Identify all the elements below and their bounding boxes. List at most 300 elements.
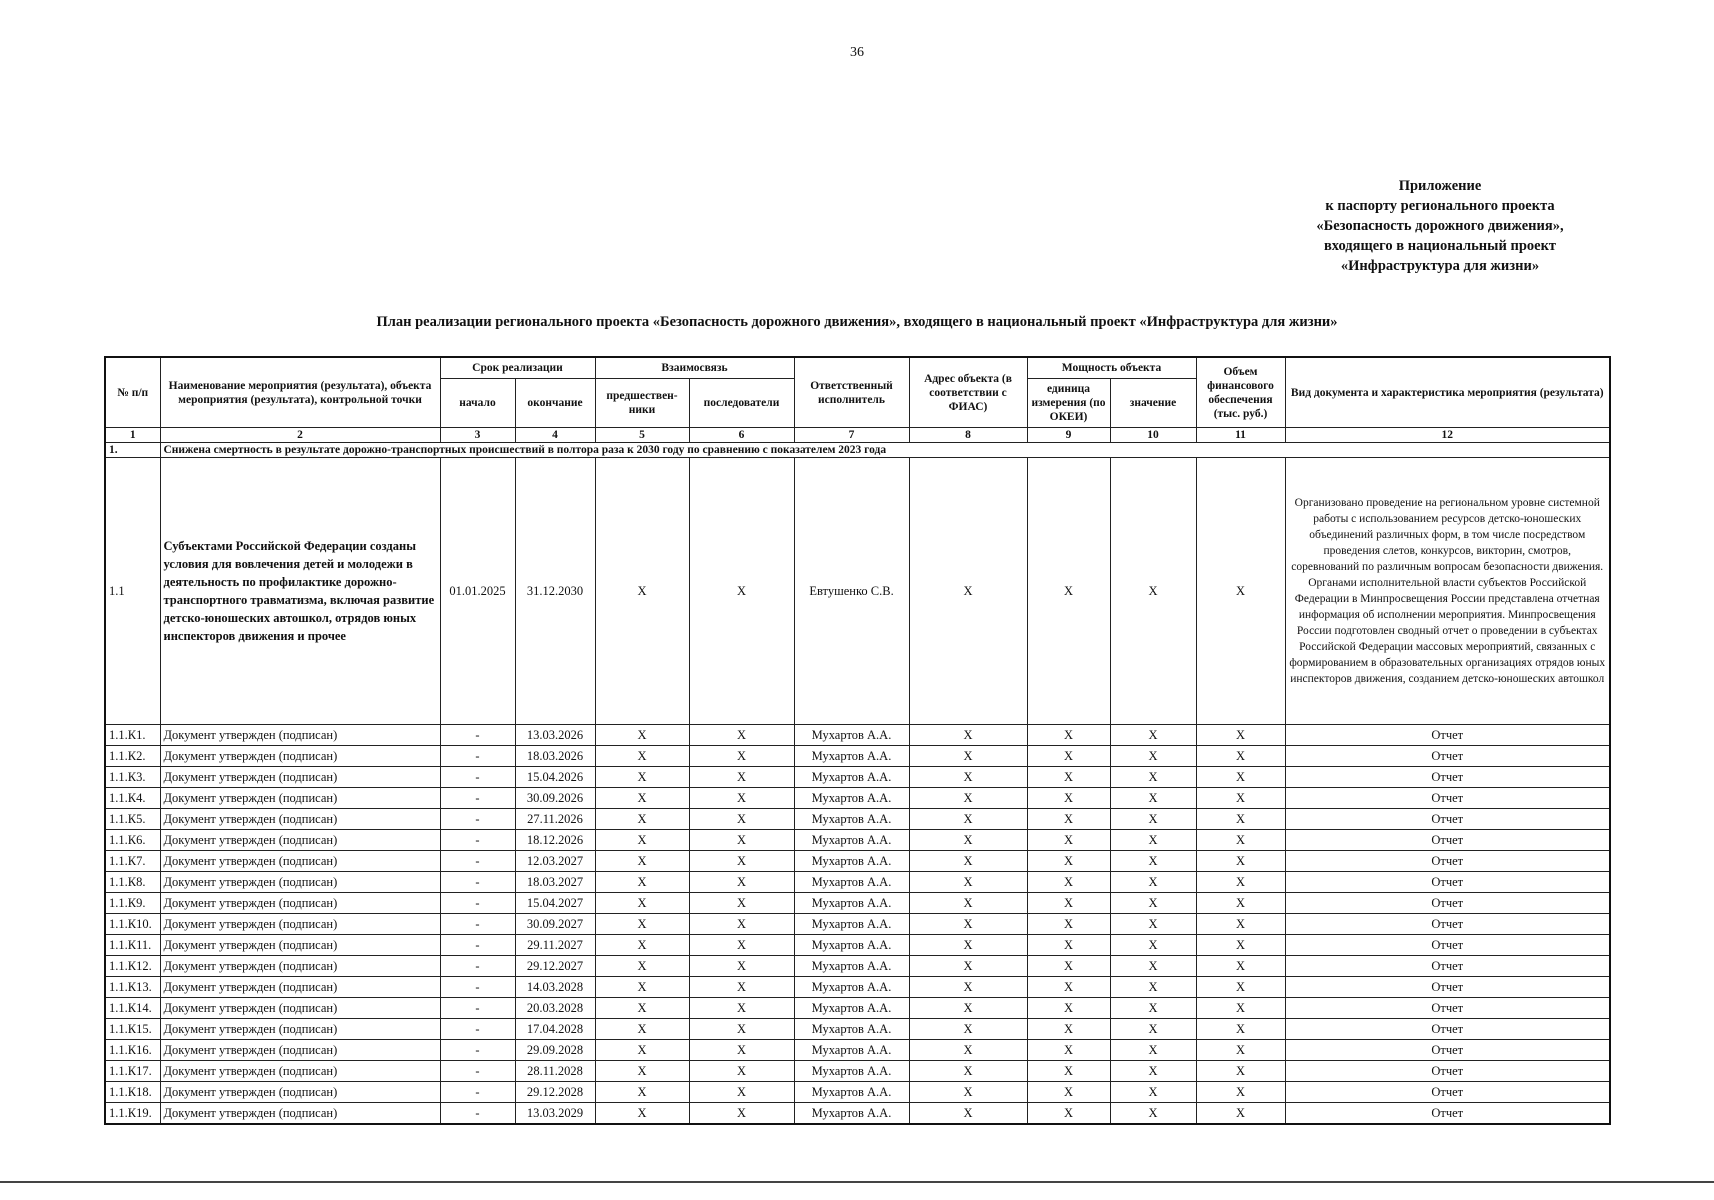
header-capacity: Мощность объекта (1027, 357, 1196, 379)
checkpoint-end: 18.03.2026 (515, 746, 595, 767)
checkpoint-value: X (1110, 1061, 1196, 1082)
checkpoint-responsible: Мухартов А.А. (794, 893, 909, 914)
column-number: 11 (1196, 428, 1285, 443)
checkpoint-successors: X (689, 935, 794, 956)
column-number: 9 (1027, 428, 1110, 443)
checkpoint-name: Документ утвержден (подписан) (160, 872, 440, 893)
checkpoint-predecessors: X (595, 1103, 689, 1125)
checkpoint-value: X (1110, 935, 1196, 956)
checkpoint-value: X (1110, 1040, 1196, 1061)
result-responsible: Евтушенко С.В. (794, 458, 909, 725)
checkpoint-successors: X (689, 788, 794, 809)
checkpoint-end: 15.04.2026 (515, 767, 595, 788)
checkpoint-predecessors: X (595, 956, 689, 977)
checkpoint-num: 1.1.К5. (105, 809, 160, 830)
checkpoint-unit: X (1027, 1082, 1110, 1103)
checkpoint-successors: X (689, 1061, 794, 1082)
header-doc-type: Вид документа и характеристика мероприятия (результата) (1285, 357, 1610, 428)
checkpoint-value: X (1110, 1103, 1196, 1125)
checkpoint-num: 1.1.К7. (105, 851, 160, 872)
checkpoint-start: - (440, 1040, 515, 1061)
checkpoint-value: X (1110, 746, 1196, 767)
checkpoint-successors: X (689, 1040, 794, 1061)
checkpoint-doc-type: Отчет (1285, 767, 1610, 788)
checkpoint-end: 29.09.2028 (515, 1040, 595, 1061)
checkpoint-successors: X (689, 872, 794, 893)
checkpoint-name: Документ утвержден (подписан) (160, 893, 440, 914)
checkpoint-value: X (1110, 851, 1196, 872)
checkpoint-financing: X (1196, 1061, 1285, 1082)
column-number: 3 (440, 428, 515, 443)
table-row (105, 1040, 1610, 1061)
checkpoint-name: Документ утвержден (подписан) (160, 1040, 440, 1061)
checkpoint-financing: X (1196, 893, 1285, 914)
checkpoint-predecessors: X (595, 746, 689, 767)
checkpoint-address: X (909, 767, 1027, 788)
checkpoint-address: X (909, 746, 1027, 767)
appendix-line: входящего в национальный проект (1323, 238, 1557, 254)
checkpoint-financing: X (1196, 725, 1285, 746)
result-num: 1.1 (105, 458, 160, 725)
checkpoint-start: - (440, 746, 515, 767)
checkpoint-name: Документ утвержден (подписан) (160, 830, 440, 851)
checkpoint-financing: X (1196, 1019, 1285, 1040)
page-bottom-rule (0, 1181, 1714, 1183)
column-number: 4 (515, 428, 595, 443)
result-predecessors: X (595, 458, 689, 725)
checkpoint-responsible: Мухартов А.А. (794, 1103, 909, 1125)
column-number: 5 (595, 428, 689, 443)
checkpoint-doc-type: Отчет (1285, 1103, 1610, 1125)
checkpoint-start: - (440, 788, 515, 809)
checkpoint-successors: X (689, 1103, 794, 1125)
checkpoint-end: 20.03.2028 (515, 998, 595, 1019)
checkpoint-name: Документ утвержден (подписан) (160, 809, 440, 830)
header-predecessors: предшествен-ники (595, 379, 689, 428)
goal-text: Снижена смертность в результате дорожно-транспортных происшествий в полтора раза к 2030 году по сравнению с показателем 2023 года (160, 443, 1610, 458)
checkpoint-start: - (440, 935, 515, 956)
table-row (105, 809, 1610, 830)
checkpoint-address: X (909, 788, 1027, 809)
checkpoint-unit: X (1027, 746, 1110, 767)
checkpoint-successors: X (689, 1082, 794, 1103)
checkpoint-name: Документ утвержден (подписан) (160, 1082, 440, 1103)
result-description: Организовано проведение на региональном уровне системной работы с использованием ресурсов детско-юношеских объединений различных форм, в том числе посредством проведения слетов, конкурсов, викторин, смотров, соревнований по различным вопросам безопасности движения. Органами исполнительной власти субъектов Российской Федерации в Минпросвещения России представлена отчетная информация об исполнении мероприятия. Минпросвещения России подготовлен сводный отчет о проведении в субъектах Российской Федерации массовых мероприятий, связанных с формированием в образовательных организациях отрядов юных инспекторов движения, созданием детско-юношеских автошкол (1285, 458, 1610, 725)
goal-num: 1. (105, 443, 160, 458)
checkpoint-doc-type: Отчет (1285, 1082, 1610, 1103)
checkpoint-start: - (440, 830, 515, 851)
result-address: X (909, 458, 1027, 725)
checkpoint-address: X (909, 1082, 1027, 1103)
checkpoint-responsible: Мухартов А.А. (794, 725, 909, 746)
goal-row (105, 443, 1610, 458)
checkpoint-responsible: Мухартов А.А. (794, 1019, 909, 1040)
checkpoint-num: 1.1.К17. (105, 1061, 160, 1082)
column-number: 8 (909, 428, 1027, 443)
checkpoint-value: X (1110, 1082, 1196, 1103)
checkpoint-start: - (440, 956, 515, 977)
checkpoint-doc-type: Отчет (1285, 1019, 1610, 1040)
checkpoint-unit: X (1027, 851, 1110, 872)
checkpoint-num: 1.1.К8. (105, 872, 160, 893)
checkpoint-name: Документ утвержден (подписан) (160, 977, 440, 998)
checkpoint-end: 12.03.2027 (515, 851, 595, 872)
checkpoint-responsible: Мухартов А.А. (794, 977, 909, 998)
table-row (105, 851, 1610, 872)
checkpoint-predecessors: X (595, 893, 689, 914)
header-relation: Взаимосвязь (595, 357, 794, 379)
checkpoint-end: 29.12.2027 (515, 956, 595, 977)
header-financing: Объем финансового обеспечения (тыс. руб.) (1196, 357, 1285, 428)
checkpoint-end: 29.11.2027 (515, 935, 595, 956)
checkpoint-predecessors: X (595, 767, 689, 788)
result-value: X (1110, 458, 1196, 725)
appendix-block (1240, 176, 1640, 276)
table-row (105, 935, 1610, 956)
checkpoint-num: 1.1.К1. (105, 725, 160, 746)
checkpoint-name: Документ утвержден (подписан) (160, 1019, 440, 1040)
checkpoint-name: Документ утвержден (подписан) (160, 788, 440, 809)
checkpoint-address: X (909, 809, 1027, 830)
checkpoint-num: 1.1.К18. (105, 1082, 160, 1103)
checkpoint-num: 1.1.К6. (105, 830, 160, 851)
checkpoint-num: 1.1.К11. (105, 935, 160, 956)
checkpoint-start: - (440, 872, 515, 893)
column-number: 2 (160, 428, 440, 443)
checkpoint-financing: X (1196, 956, 1285, 977)
column-number: 6 (689, 428, 794, 443)
checkpoint-unit: X (1027, 788, 1110, 809)
checkpoint-financing: X (1196, 914, 1285, 935)
checkpoint-num: 1.1.К19. (105, 1103, 160, 1125)
checkpoint-doc-type: Отчет (1285, 998, 1610, 1019)
header-term-end: окончание (515, 379, 595, 428)
table-row (105, 725, 1610, 746)
checkpoint-financing: X (1196, 746, 1285, 767)
checkpoint-successors: X (689, 998, 794, 1019)
checkpoint-num: 1.1.К2. (105, 746, 160, 767)
checkpoint-predecessors: X (595, 809, 689, 830)
header-term-start: начало (440, 379, 515, 428)
checkpoint-name: Документ утвержден (подписан) (160, 998, 440, 1019)
table-row (105, 1082, 1610, 1103)
checkpoint-financing: X (1196, 935, 1285, 956)
checkpoint-predecessors: X (595, 1040, 689, 1061)
checkpoint-doc-type: Отчет (1285, 746, 1610, 767)
checkpoint-predecessors: X (595, 998, 689, 1019)
table-row (105, 977, 1610, 998)
checkpoint-name: Документ утвержден (подписан) (160, 956, 440, 977)
table-row (105, 830, 1610, 851)
checkpoint-num: 1.1.К15. (105, 1019, 160, 1040)
checkpoint-start: - (440, 893, 515, 914)
checkpoint-financing: X (1196, 851, 1285, 872)
checkpoint-unit: X (1027, 725, 1110, 746)
checkpoint-address: X (909, 872, 1027, 893)
checkpoint-num: 1.1.К4. (105, 788, 160, 809)
checkpoint-num: 1.1.К9. (105, 893, 160, 914)
checkpoint-num: 1.1.К10. (105, 914, 160, 935)
header-term: Срок реализации (440, 357, 595, 379)
checkpoint-end: 29.12.2028 (515, 1082, 595, 1103)
checkpoint-address: X (909, 977, 1027, 998)
checkpoint-value: X (1110, 725, 1196, 746)
checkpoint-financing: X (1196, 767, 1285, 788)
checkpoint-value: X (1110, 956, 1196, 977)
checkpoint-doc-type: Отчет (1285, 872, 1610, 893)
checkpoint-responsible: Мухартов А.А. (794, 956, 909, 977)
header-value: значение (1110, 379, 1196, 428)
checkpoint-unit: X (1027, 977, 1110, 998)
checkpoint-start: - (440, 914, 515, 935)
checkpoint-unit: X (1027, 830, 1110, 851)
checkpoint-start: - (440, 977, 515, 998)
checkpoint-name: Документ утвержден (подписан) (160, 851, 440, 872)
result-unit: X (1027, 458, 1110, 725)
table-row (105, 788, 1610, 809)
checkpoint-financing: X (1196, 809, 1285, 830)
checkpoint-financing: X (1196, 1103, 1285, 1125)
result-financing: X (1196, 458, 1285, 725)
checkpoint-value: X (1110, 872, 1196, 893)
checkpoint-predecessors: X (595, 1082, 689, 1103)
checkpoint-predecessors: X (595, 788, 689, 809)
checkpoint-name: Документ утвержден (подписан) (160, 914, 440, 935)
checkpoint-doc-type: Отчет (1285, 851, 1610, 872)
appendix-line: к паспорту регионального проекта (1325, 198, 1555, 214)
checkpoint-responsible: Мухартов А.А. (794, 1061, 909, 1082)
checkpoint-responsible: Мухартов А.А. (794, 1040, 909, 1061)
checkpoint-predecessors: X (595, 1061, 689, 1082)
checkpoint-predecessors: X (595, 851, 689, 872)
checkpoint-start: - (440, 1019, 515, 1040)
column-number: 1 (105, 428, 160, 443)
checkpoint-num: 1.1.К14. (105, 998, 160, 1019)
header-address: Адрес объекта (в соответствии с ФИАС) (909, 357, 1027, 428)
checkpoint-responsible: Мухартов А.А. (794, 830, 909, 851)
checkpoint-successors: X (689, 977, 794, 998)
checkpoint-unit: X (1027, 956, 1110, 977)
checkpoint-predecessors: X (595, 977, 689, 998)
checkpoint-predecessors: X (595, 935, 689, 956)
checkpoint-address: X (909, 1061, 1027, 1082)
checkpoint-address: X (909, 1040, 1027, 1061)
checkpoint-end: 30.09.2026 (515, 788, 595, 809)
checkpoint-doc-type: Отчет (1285, 788, 1610, 809)
checkpoint-successors: X (689, 1019, 794, 1040)
checkpoint-name: Документ утвержден (подписан) (160, 767, 440, 788)
checkpoint-unit: X (1027, 1019, 1110, 1040)
appendix-line: «Инфраструктура для жизни» (1340, 258, 1540, 274)
checkpoint-end: 18.12.2026 (515, 830, 595, 851)
checkpoint-successors: X (689, 767, 794, 788)
appendix-line: Приложение (1398, 178, 1482, 194)
table-row (105, 956, 1610, 977)
table-row (105, 872, 1610, 893)
table-row (105, 893, 1610, 914)
checkpoint-unit: X (1027, 998, 1110, 1019)
checkpoint-value: X (1110, 893, 1196, 914)
checkpoint-name: Документ утвержден (подписан) (160, 935, 440, 956)
header-responsible: Ответственный исполнитель (794, 357, 909, 428)
checkpoint-unit: X (1027, 1103, 1110, 1125)
checkpoint-financing: X (1196, 1082, 1285, 1103)
checkpoint-start: - (440, 767, 515, 788)
checkpoint-predecessors: X (595, 914, 689, 935)
checkpoint-name: Документ утвержден (подписан) (160, 746, 440, 767)
checkpoint-unit: X (1027, 872, 1110, 893)
table-row (105, 1019, 1610, 1040)
checkpoint-predecessors: X (595, 872, 689, 893)
checkpoint-responsible: Мухартов А.А. (794, 746, 909, 767)
table-row (105, 914, 1610, 935)
checkpoint-address: X (909, 956, 1027, 977)
checkpoint-num: 1.1.К12. (105, 956, 160, 977)
checkpoint-unit: X (1027, 1040, 1110, 1061)
checkpoint-unit: X (1027, 914, 1110, 935)
checkpoint-successors: X (689, 830, 794, 851)
checkpoint-successors: X (689, 809, 794, 830)
checkpoint-end: 13.03.2026 (515, 725, 595, 746)
checkpoint-responsible: Мухартов А.А. (794, 809, 909, 830)
checkpoint-doc-type: Отчет (1285, 1061, 1610, 1082)
checkpoint-address: X (909, 1019, 1027, 1040)
checkpoint-predecessors: X (595, 1019, 689, 1040)
column-number: 7 (794, 428, 909, 443)
checkpoint-predecessors: X (595, 725, 689, 746)
checkpoint-successors: X (689, 725, 794, 746)
checkpoint-unit: X (1027, 809, 1110, 830)
column-number: 12 (1285, 428, 1610, 443)
result-row (105, 458, 1610, 725)
column-number: 10 (1110, 428, 1196, 443)
table-row (105, 1103, 1610, 1125)
table-row (105, 746, 1610, 767)
checkpoint-responsible: Мухартов А.А. (794, 788, 909, 809)
plan-title: План реализации регионального проекта «Безопасность дорожного движения», входящего в национальный проект «Инфраструктура для жизни» (376, 314, 1338, 330)
checkpoint-value: X (1110, 914, 1196, 935)
result-name: Субъектами Российской Федерации созданы условия для вовлечения детей и молодежи в деятельность по профилактике дорожно-транспортного травматизма, включая развитие детско-юношеских автошкол, отрядов юных инспекторов движения и прочее (160, 458, 440, 725)
checkpoint-financing: X (1196, 872, 1285, 893)
checkpoint-doc-type: Отчет (1285, 893, 1610, 914)
checkpoint-start: - (440, 1082, 515, 1103)
checkpoint-financing: X (1196, 1040, 1285, 1061)
checkpoint-doc-type: Отчет (1285, 956, 1610, 977)
checkpoint-responsible: Мухартов А.А. (794, 767, 909, 788)
checkpoint-address: X (909, 725, 1027, 746)
column-number-row (105, 428, 1610, 443)
checkpoint-end: 18.03.2027 (515, 872, 595, 893)
checkpoint-end: 27.11.2026 (515, 809, 595, 830)
result-start: 01.01.2025 (440, 458, 515, 725)
checkpoint-value: X (1110, 809, 1196, 830)
checkpoint-financing: X (1196, 998, 1285, 1019)
checkpoint-num: 1.1.К3. (105, 767, 160, 788)
checkpoint-end: 15.04.2027 (515, 893, 595, 914)
header-unit: единица измерения (по ОКЕИ) (1027, 379, 1110, 428)
header-name: Наименование мероприятия (результата), объекта мероприятия (результата), контрольной точки (160, 357, 440, 428)
checkpoint-responsible: Мухартов А.А. (794, 851, 909, 872)
checkpoint-value: X (1110, 830, 1196, 851)
checkpoint-doc-type: Отчет (1285, 830, 1610, 851)
checkpoint-end: 14.03.2028 (515, 977, 595, 998)
checkpoint-doc-type: Отчет (1285, 725, 1610, 746)
checkpoint-start: - (440, 851, 515, 872)
header-num: № п/п (105, 357, 160, 428)
page-number: 36 (850, 45, 864, 60)
result-end: 31.12.2030 (515, 458, 595, 725)
checkpoint-value: X (1110, 767, 1196, 788)
table-row (105, 998, 1610, 1019)
checkpoint-value: X (1110, 788, 1196, 809)
checkpoint-end: 17.04.2028 (515, 1019, 595, 1040)
checkpoint-financing: X (1196, 788, 1285, 809)
checkpoint-successors: X (689, 851, 794, 872)
checkpoint-address: X (909, 893, 1027, 914)
checkpoint-doc-type: Отчет (1285, 809, 1610, 830)
checkpoint-unit: X (1027, 767, 1110, 788)
checkpoint-successors: X (689, 914, 794, 935)
checkpoint-value: X (1110, 998, 1196, 1019)
checkpoint-end: 13.03.2029 (515, 1103, 595, 1125)
checkpoint-financing: X (1196, 977, 1285, 998)
checkpoint-start: - (440, 809, 515, 830)
header-successors: последователи (689, 379, 794, 428)
table-row (105, 1061, 1610, 1082)
checkpoint-unit: X (1027, 935, 1110, 956)
checkpoint-num: 1.1.К13. (105, 977, 160, 998)
checkpoint-unit: X (1027, 1061, 1110, 1082)
plan-table (104, 356, 1611, 1125)
checkpoint-responsible: Мухартов А.А. (794, 998, 909, 1019)
checkpoint-responsible: Мухартов А.А. (794, 1082, 909, 1103)
checkpoint-financing: X (1196, 830, 1285, 851)
table-row (105, 767, 1610, 788)
checkpoint-address: X (909, 830, 1027, 851)
checkpoint-name: Документ утвержден (подписан) (160, 1061, 440, 1082)
checkpoint-num: 1.1.К16. (105, 1040, 160, 1061)
appendix-line: «Безопасность дорожного движения», (1316, 218, 1564, 234)
checkpoint-name: Документ утвержден (подписан) (160, 725, 440, 746)
checkpoint-successors: X (689, 893, 794, 914)
checkpoint-end: 28.11.2028 (515, 1061, 595, 1082)
checkpoint-address: X (909, 935, 1027, 956)
checkpoint-start: - (440, 998, 515, 1019)
checkpoint-successors: X (689, 956, 794, 977)
checkpoint-doc-type: Отчет (1285, 914, 1610, 935)
checkpoint-start: - (440, 725, 515, 746)
checkpoint-end: 30.09.2027 (515, 914, 595, 935)
checkpoint-start: - (440, 1061, 515, 1082)
checkpoint-doc-type: Отчет (1285, 935, 1610, 956)
checkpoint-start: - (440, 1103, 515, 1125)
checkpoint-responsible: Мухартов А.А. (794, 914, 909, 935)
checkpoint-predecessors: X (595, 830, 689, 851)
result-successors: X (689, 458, 794, 725)
checkpoint-name: Документ утвержден (подписан) (160, 1103, 440, 1125)
checkpoint-responsible: Мухартов А.А. (794, 872, 909, 893)
checkpoint-unit: X (1027, 893, 1110, 914)
checkpoint-doc-type: Отчет (1285, 1040, 1610, 1061)
checkpoint-value: X (1110, 1019, 1196, 1040)
checkpoint-address: X (909, 998, 1027, 1019)
checkpoint-successors: X (689, 746, 794, 767)
checkpoint-address: X (909, 851, 1027, 872)
checkpoint-value: X (1110, 977, 1196, 998)
checkpoint-address: X (909, 914, 1027, 935)
checkpoint-responsible: Мухартов А.А. (794, 935, 909, 956)
checkpoint-address: X (909, 1103, 1027, 1125)
